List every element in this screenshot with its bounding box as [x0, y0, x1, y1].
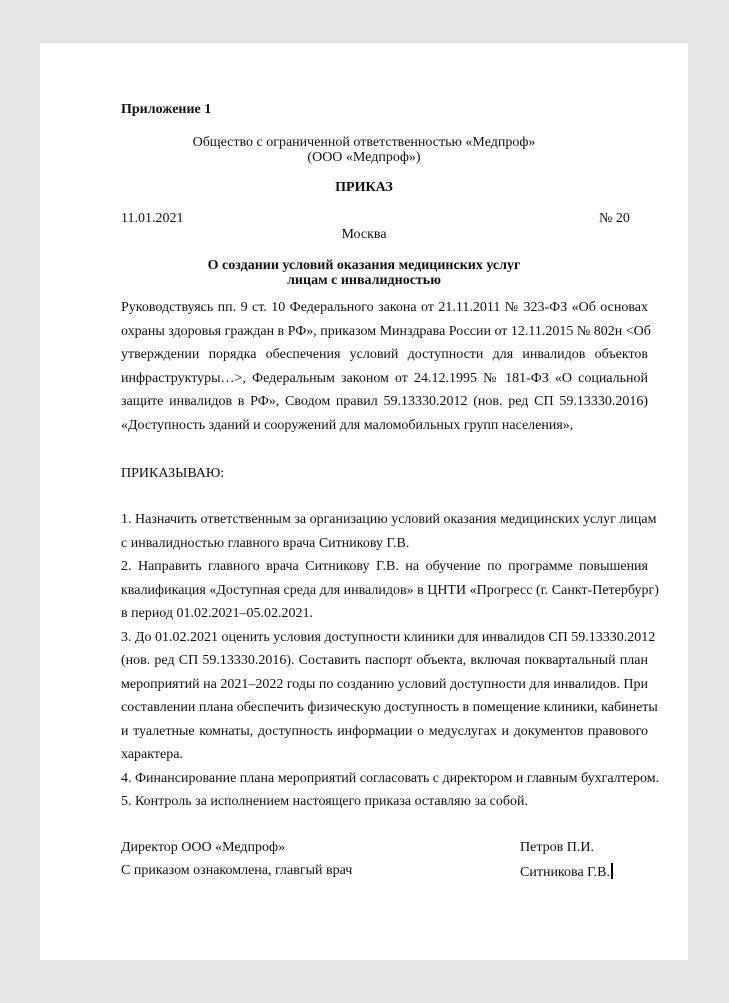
signature-name-director: Петров П.И. — [520, 840, 594, 855]
text-cursor — [611, 863, 613, 879]
preamble-line: инфраструктуры…>, Федеральным законом от 24.12.1995 № 181-ФЗ «О социальной — [121, 370, 648, 386]
preamble-line: «Доступность зданий и сооружений для маломобильных групп населения», — [121, 417, 574, 433]
preamble-line: утверждении порядка обеспечения условий доступности для инвалидов объектов — [121, 347, 648, 362]
item-3-line: характера. — [121, 747, 183, 762]
signature-role-acknowledged: С приказом ознакомлена, главгый врач — [121, 863, 353, 878]
document-date: 11.01.2021 — [121, 211, 184, 226]
item-3-line: (нов. ред СП 59.13330.2016). Составить паспорт объекта, включая поквартальный план — [121, 653, 648, 668]
organization-full-name: Общество с ограниченной ответственностью «Медпроф» — [192, 135, 536, 150]
item-2-line: в период 01.02.2021–05.02.2021. — [121, 606, 314, 621]
preamble-line: охраны здоровья граждан в РФ», приказом Минздрава России от 12.11.2015 № 802н <Об — [121, 323, 651, 339]
document-title-line-1: О создании условий оказания медицинских услуг — [207, 258, 521, 273]
preamble-paragraph — [121, 296, 651, 437]
item-1-line: с инвалидностью главного врача Ситникову Г.В. — [121, 535, 410, 551]
organization-short-name: (ООО «Медпроф») — [307, 150, 421, 165]
item-2-line: квалификация «Доступная среда для инвалидов» в ЦНТИ «Прогресс (г. Санкт-Петербург) — [121, 582, 659, 598]
document-title-line-2: лицам с инвалидностью — [287, 273, 441, 288]
item-2-line: 2. Направить главного врача Ситникову Г.В. на обучение по программе повышения — [121, 559, 648, 574]
signature-name-acknowledged: Ситникова Г.В. — [520, 865, 611, 880]
preamble-line: Руководствуясь пп. 9 ст. 10 Федерального закона от 21.11.2011 № 323-ФЗ «Об основах — [121, 300, 648, 315]
item-3-line: 3. До 01.02.2021 оценить условия доступности клиники для инвалидов СП 59.13330.2012 — [121, 629, 656, 645]
appendix-label: Приложение 1 — [121, 102, 212, 117]
item-1-line: 1. Назначить ответственным за организацию условий оказания медицинских услуг лицам — [121, 512, 657, 527]
item-4-line: 4. Финансирование плана мероприятий согласовать с директором и главным бухгалтером. — [121, 770, 660, 786]
document-number: № 20 — [599, 211, 630, 226]
item-3-line: и туалетные комнаты, доступность информации о медуслугах и документов правового — [121, 723, 648, 739]
preamble-line: защите инвалидов в РФ», Сводом правил 59.13330.2012 (нов. ред СП 59.13330.2016) — [121, 394, 648, 409]
item-3-line: мероприятий на 2021–2022 годы по созданию условий доступности для инвалидов. При — [121, 676, 648, 692]
document-type-heading: ПРИКАЗ — [335, 180, 393, 195]
item-3-line: составлении плана обеспечить физическую доступность в помещение клиники, кабинеты — [121, 700, 658, 715]
document-page — [40, 43, 688, 960]
signature-name-acknowledged-wrap[interactable] — [520, 863, 613, 881]
order-word: ПРИКАЗЫВАЮ: — [121, 466, 225, 481]
signature-role-director: Директор ООО «Медпроф» — [121, 840, 286, 855]
document-city: Москва — [341, 227, 387, 242]
item-5-line: 5. Контроль за исполнением настоящего приказа оставляю за собой. — [121, 794, 529, 809]
order-items — [121, 508, 660, 814]
